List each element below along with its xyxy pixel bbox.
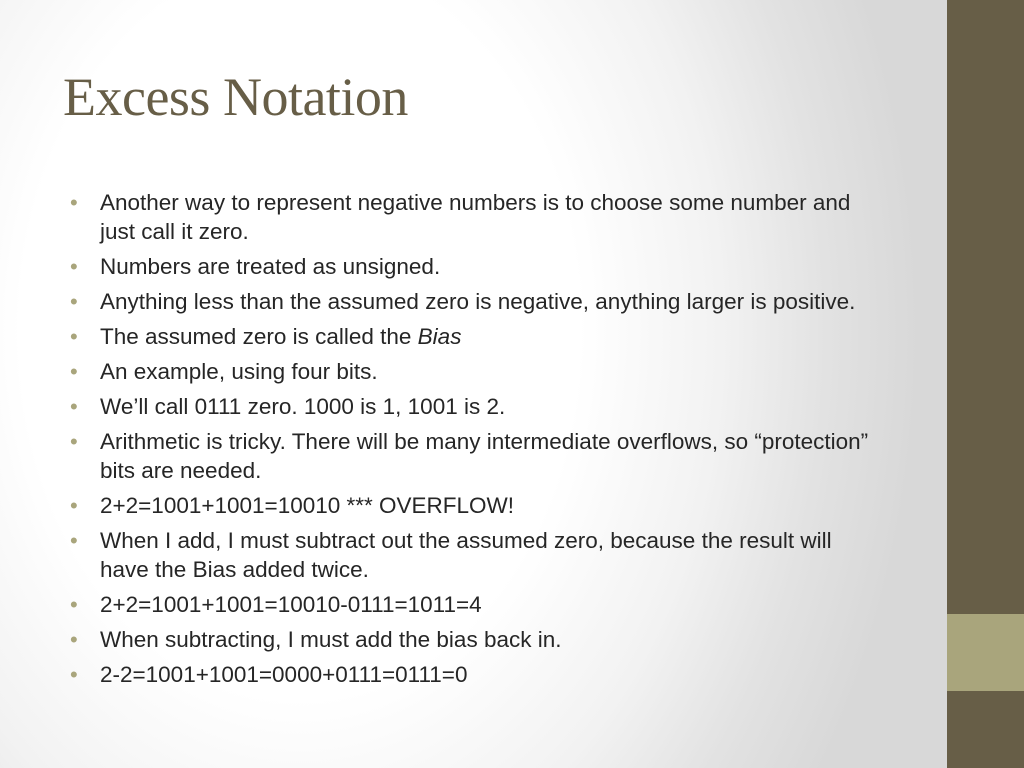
- bullet-dot-icon: •: [70, 359, 78, 384]
- bullet-text: 2+2=1001+1001=10010-0111=1011=4: [100, 592, 482, 617]
- bullet-dot-icon: •: [70, 528, 78, 553]
- bullet-item: [70, 526, 870, 584]
- bullet-dot-icon: •: [70, 254, 78, 279]
- bullet-text: When I add, I must subtract out the assumed zero, because the result will have the Bias added twice.: [100, 528, 832, 582]
- bullet-text: Anything less than the assumed zero is negative, anything larger is positive.: [100, 289, 856, 314]
- bullet-item: [70, 252, 870, 281]
- bullet-item: [70, 660, 870, 689]
- bullet-list: [70, 188, 870, 695]
- bullet-text: 2+2=1001+1001=10010 *** OVERFLOW!: [100, 493, 515, 518]
- bullet-item: [70, 590, 870, 619]
- bullet-dot-icon: •: [70, 592, 78, 617]
- bullet-dot-icon: •: [70, 324, 78, 349]
- bullet-item: [70, 188, 870, 246]
- bullet-item: [70, 625, 870, 654]
- bullet-dot-icon: •: [70, 429, 78, 454]
- bullet-item: [70, 392, 870, 421]
- bullet-item: [70, 357, 870, 386]
- slide-title: Excess Notation: [63, 67, 408, 127]
- bullet-text: We’ll call 0111 zero. 1000 is 1, 1001 is 2.: [100, 394, 506, 419]
- bullet-item: [70, 427, 870, 485]
- bullet-dot-icon: •: [70, 627, 78, 652]
- bullet-emphasis: Bias: [417, 324, 462, 349]
- bullet-item: [70, 322, 870, 351]
- sidebar-accent-block: [947, 614, 1024, 691]
- bullet-text: 2-2=1001+1001=0000+0111=0111=0: [100, 662, 468, 687]
- bullet-dot-icon: •: [70, 190, 78, 215]
- bullet-text: Arithmetic is tricky. There will be many intermediate overflows, so “protection” bits are needed.: [100, 429, 869, 483]
- bullet-item: [70, 287, 870, 316]
- bullet-text: When subtracting, I must add the bias back in.: [100, 627, 562, 652]
- bullet-text: Another way to represent negative numbers is to choose some number and just call it zero.: [100, 190, 851, 244]
- bullet-dot-icon: •: [70, 493, 78, 518]
- bullet-text: Numbers are treated as unsigned.: [100, 254, 441, 279]
- bullet-dot-icon: •: [70, 662, 78, 687]
- bullet-text: An example, using four bits.: [100, 359, 378, 384]
- bullet-item: [70, 491, 870, 520]
- bullet-dot-icon: •: [70, 394, 78, 419]
- bullet-dot-icon: •: [70, 289, 78, 314]
- bullet-text: The assumed zero is called the: [100, 324, 418, 349]
